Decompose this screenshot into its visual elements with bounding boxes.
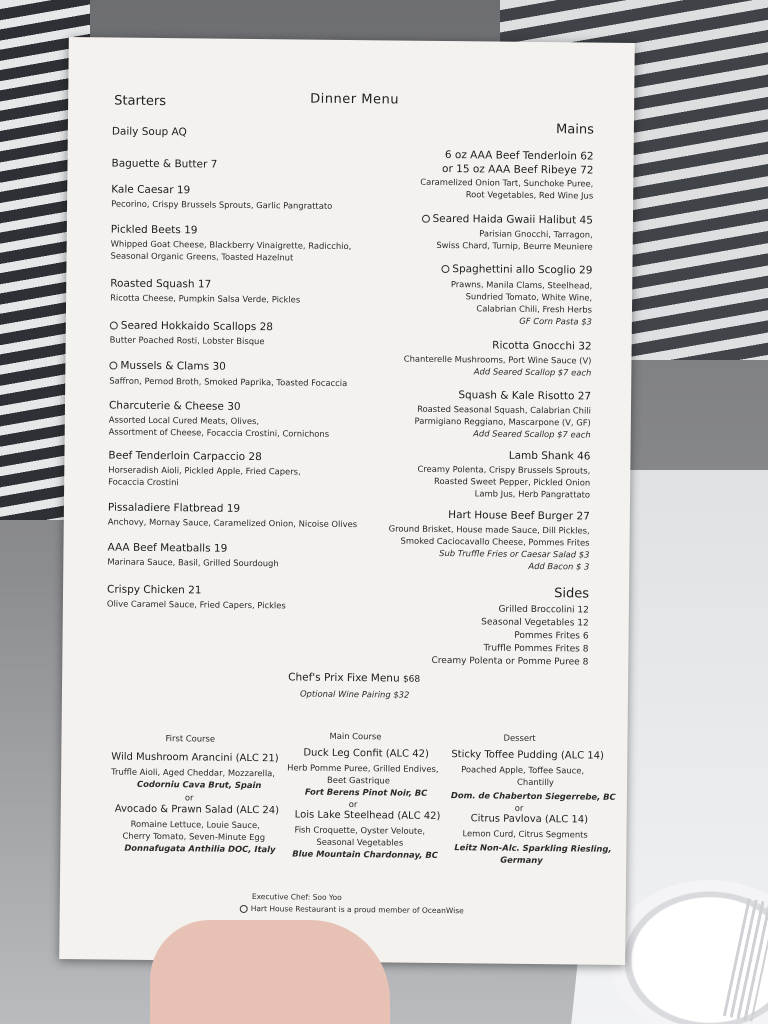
main-note: Sub Truffle Fries or Caesar Salad $3: [439, 547, 590, 560]
starter-item: [109, 360, 226, 373]
side-item: Truffle Pommes Frites 8: [483, 643, 589, 655]
main-item: Hart House Beef Burger 27: [448, 509, 590, 523]
dessert-heading: Dessert: [503, 732, 536, 743]
or-label: or: [348, 799, 358, 810]
starter-item: Daily Soup AQ: [111, 125, 187, 139]
oceanwise-member-label: Hart House Restaurant is a proud member of OceanWise: [250, 904, 464, 916]
first-course-heading: First Course: [165, 733, 216, 744]
oceanwise-icon: [109, 362, 117, 370]
dessert-desc: Chantilly: [517, 776, 554, 788]
dessert-item: Citrus Pavlova (ALC 14): [470, 813, 589, 826]
dessert-wine: Leitz Non-Alc. Sparkling Riesling,: [454, 842, 612, 854]
main-course-desc: Seasonal Vegetables: [316, 836, 404, 848]
first-course-desc: Cherry Tomato, Seven-Minute Egg: [122, 830, 266, 843]
main-note: Add Bacon $ 3: [528, 560, 590, 572]
main-note: GF Corn Pasta $3: [519, 315, 592, 327]
menu-paper: [59, 37, 635, 965]
main-item: Ricotta Gnocchi 32: [492, 339, 592, 353]
side-item: Grilled Broccolini 12: [498, 604, 589, 616]
dessert-wine: Germany: [500, 854, 543, 866]
main-desc: Ground Brisket, House made Sauce, Dill Pickles,: [388, 523, 590, 536]
main-desc: Caramelized Onion Tart, Sunchoke Puree,: [420, 176, 594, 189]
starter-item-label: Mussels & Clams 30: [120, 359, 226, 373]
main-desc: Smoked Caciocavallo Cheese, Pommes Frites: [400, 535, 590, 548]
main-item: [441, 263, 592, 277]
main-course-heading: Main Course: [329, 730, 382, 742]
prix-fixe-pairing: Optional Wine Pairing $32: [299, 688, 410, 700]
main-item: 6 oz AAA Beef Tenderloin 62: [444, 149, 594, 163]
starter-item: Crispy Chicken 21: [106, 583, 202, 597]
starter-item: Kale Caesar 19: [111, 183, 191, 197]
main-desc: Lamb Jus, Herb Pangrattato: [474, 488, 591, 500]
first-course-item: Wild Mushroom Arancini (ALC 21): [111, 751, 279, 765]
starter-desc: Whipped Goat Cheese, Blackberry Vinaigrette, Radicchio,: [110, 238, 352, 252]
oceanwise-icon: [240, 905, 248, 913]
main-desc: Calabrian Chili, Fresh Herbs: [476, 303, 593, 315]
oceanwise-icon: [110, 322, 118, 330]
main-desc: Roasted Sweet Pepper, Pickled Onion: [434, 475, 591, 488]
main-item: Lamb Shank 46: [508, 449, 591, 463]
main-desc: Parmigiano Reggiano, Mascarpone (V, GF): [414, 415, 591, 428]
main-desc: Root Vegetables, Red Wine Jus: [465, 189, 594, 201]
starter-desc: Pecorino, Crispy Brussels Sprouts, Garlic Pangrattato: [111, 198, 333, 211]
side-item: Pommes Frites 6: [514, 630, 589, 642]
prix-fixe-title-label: Chef's Prix Fixe Menu: [288, 671, 400, 685]
main-desc: Prawns, Manila Clams, Steelhead,: [450, 279, 593, 291]
main-course-item: Lois Lake Steelhead (ALC 42): [294, 809, 441, 822]
starter-item: AAA Beef Meatballs 19: [107, 541, 228, 555]
first-course-desc: Romaine Lettuce, Louie Sauce,: [130, 818, 260, 831]
main-item-label: Seared Haida Gwaii Halibut 45: [432, 212, 594, 227]
starters-heading: Starters: [114, 93, 167, 110]
starter-desc: Seasonal Organic Greens, Toasted Hazelnut: [110, 250, 294, 263]
oceanwise-icon: [441, 265, 449, 273]
main-desc: Swiss Chard, Turnip, Beurre Meuniere: [436, 239, 593, 252]
or-label: or: [184, 792, 194, 803]
main-course-wine: Blue Mountain Chardonnay, BC: [292, 848, 438, 860]
main-desc: Chanterelle Mushrooms, Port Wine Sauce (V): [403, 353, 592, 366]
starter-desc: Saffron, Pernod Broth, Smoked Paprika, Toasted Focaccia: [109, 375, 348, 388]
starter-desc: Olive Caramel Sauce, Fried Capers, Pickles: [106, 598, 286, 611]
starter-desc: Marinara Sauce, Basil, Grilled Sourdough: [107, 556, 279, 569]
starter-desc: Ricotta Cheese, Pumpkin Salsa Verde, Pickles: [110, 292, 301, 305]
menu-title: Dinner Menu: [310, 91, 400, 108]
first-course-wine: Donnafugata Anthilia DOC, Italy: [124, 842, 276, 855]
dessert-wine: Dom. de Chaberton Siegerrebe, BC: [450, 790, 616, 802]
main-course-wine: Fort Berens Pinot Noir, BC: [304, 786, 428, 798]
starter-item-label: Seared Hokkaido Scallops 28: [120, 319, 274, 334]
dessert-item: Sticky Toffee Pudding (ALC 14): [451, 749, 605, 762]
main-note: Add Seared Scallop $7 each: [473, 428, 591, 440]
main-item: or 15 oz AAA Beef Ribeye 72: [442, 162, 594, 177]
main-note: Add Seared Scallop $7 each: [473, 366, 592, 378]
starter-desc: Assorted Local Cured Meats, Olives,: [108, 414, 260, 427]
executive-chef: Executive Chef: Soo Yoo: [251, 892, 342, 902]
side-item: Creamy Polenta or Pomme Puree 8: [431, 655, 589, 668]
side-item: Seasonal Vegetables 12: [481, 617, 589, 629]
starter-item: Pissaladiere Flatbread 19: [107, 501, 241, 515]
hand-holding-menu: [150, 920, 390, 1024]
oceanwise-icon: [421, 215, 429, 223]
main-course-desc: Beet Gastrique: [327, 774, 390, 786]
starter-item: Roasted Squash 17: [110, 277, 212, 291]
oceanwise-member: [240, 903, 464, 917]
starter-item: Charcuterie & Cheese 30: [108, 399, 241, 413]
starter-item: Baguette & Butter 7: [111, 157, 218, 171]
starter-item: [110, 320, 273, 334]
first-course-item: Avocado & Prawn Salad (ALC 24): [114, 803, 280, 817]
starter-desc: Horseradish Aioli, Pickled Apple, Fried Capers,: [108, 464, 301, 477]
main-desc: Creamy Polenta, Crispy Brussels Sprouts,: [417, 463, 591, 476]
prix-fixe-price: $68: [402, 674, 421, 685]
starter-desc: Butter Poached Rosti, Lobster Bisque: [109, 334, 265, 347]
sides-heading: Sides: [554, 586, 590, 602]
starter-item: Pickled Beets 19: [110, 223, 198, 237]
starter-item: Beef Tenderloin Carpaccio 28: [108, 449, 262, 464]
dessert-desc: Lemon Curd, Citrus Segments: [462, 828, 588, 840]
main-course-desc: Fish Croquette, Oyster Veloute,: [294, 824, 426, 836]
main-item: Squash & Kale Risotto 27: [458, 389, 592, 403]
starter-desc: Anchovy, Mornay Sauce, Caramelized Onion, Nicoise Olives: [107, 516, 358, 530]
starter-desc: Assortment of Cheese, Focaccia Crostini, Cornichons: [108, 426, 330, 439]
first-course-wine: Codorniu Cava Brut, Spain: [136, 778, 262, 791]
main-course-desc: Herb Pomme Puree, Grilled Endives,: [287, 762, 439, 774]
main-desc: Sundried Tomato, White Wine,: [465, 291, 593, 303]
main-item: [421, 213, 593, 227]
main-desc: Parisian Gnocchi, Tarragon,: [479, 228, 593, 240]
main-course-item: Duck Leg Confit (ALC 42): [303, 747, 429, 760]
mains-heading: Mains: [556, 122, 594, 138]
prix-fixe-title: [288, 671, 420, 684]
main-desc: Roasted Seasonal Squash, Calabrian Chili: [417, 403, 592, 416]
main-item-label: Spaghettini allo Scoglio 29: [452, 263, 593, 277]
dessert-desc: Poached Apple, Toffee Sauce,: [461, 764, 585, 776]
starter-desc: Focaccia Crostini: [108, 476, 179, 488]
first-course-desc: Truffle Aioli, Aged Cheddar, Mozzarella,: [111, 766, 276, 779]
or-label: or: [514, 802, 524, 813]
